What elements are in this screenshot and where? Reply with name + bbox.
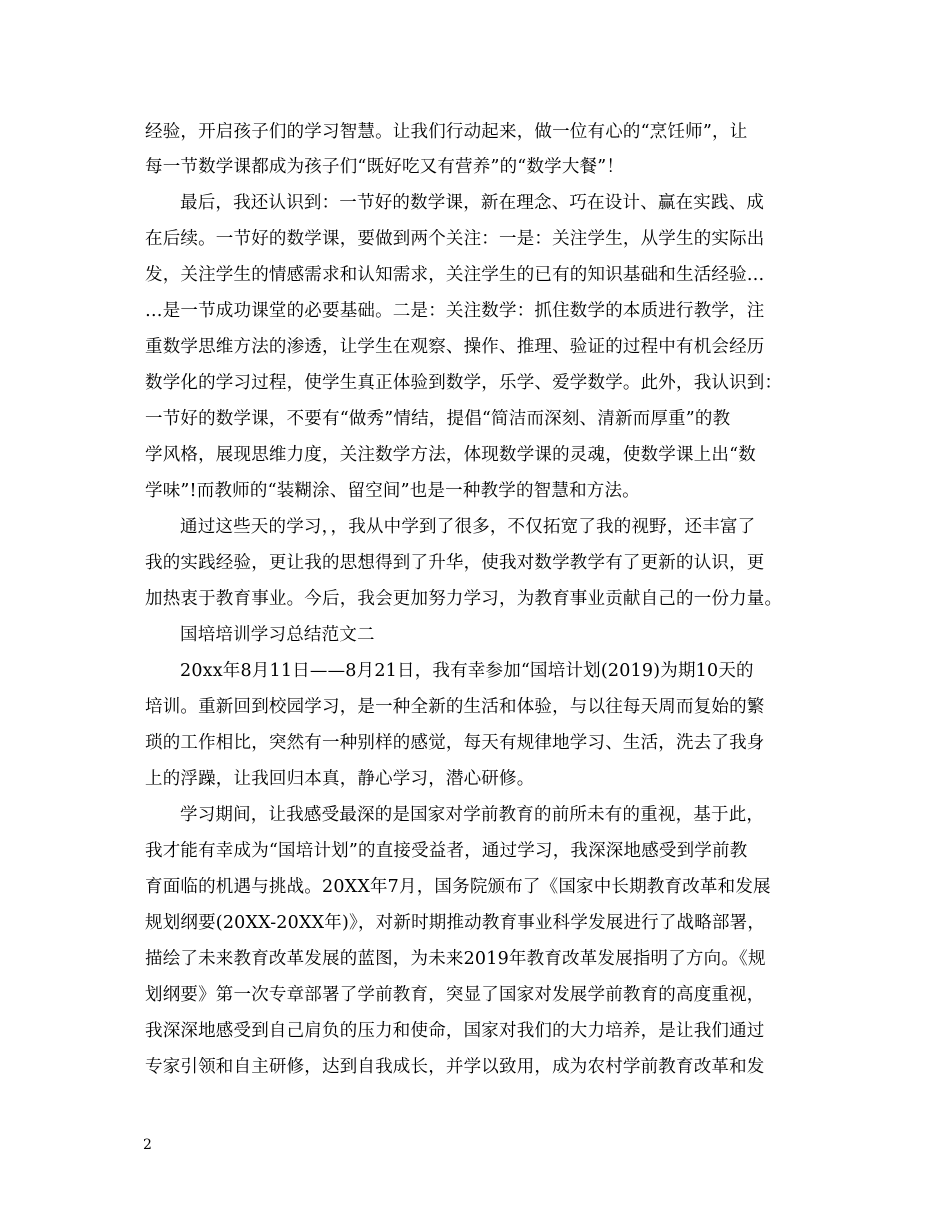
paragraph-start-line: 最后，我还认识到：一节好的数学课，新在理念、巧在设计、赢在实践、成 (180, 193, 765, 213)
text-line: 我的实践经验，更让我的思想得到了升华，使我对数学教学有了更新的认识，更 (145, 553, 765, 573)
text-line: 划纲要》第一次专章部署了学前教育，突显了国家对发展学前教育的高度重视， (145, 985, 765, 1005)
text-line: 在后续。一节好的数学课，要做到两个关注：一是：关注学生，从学生的实际出 (145, 229, 765, 249)
text-line: 数学化的学习过程，使学生真正体验到数学，乐学、爱学数学。此外，我认识到： (145, 373, 783, 393)
text-line: 学味”!而教师的“装糊涂、留空间”也是一种教学的智慧和方法。 (145, 481, 640, 501)
text-line: 上的浮躁，让我回归本真，静心学习，潜心研修。 (145, 769, 535, 789)
text-line: 描绘了未来教育改革发展的蓝图，为未来2019年教育改革发展指明了方向。《规 (145, 949, 766, 969)
paragraph-start-line: 20xx年8月11日——8月21日，我有幸参加“国培计划(2019)为期10天的 (180, 661, 754, 681)
text-line: 加热衷于教育事业。今后，我会更加努力学习，为教育事业贡献自己的一份力量。 (145, 589, 783, 609)
text-line: 育面临的机遇与挑战。20XX年7月，国务院颁布了《国家中长期教育改革和发展 (145, 877, 771, 897)
text-line: 重数学思维方法的渗透，让学生在观察、操作、推理、验证的过程中有机会经历 (145, 337, 765, 357)
text-line: 学风格，展现思维力度，关注数学方法，体现数学课的灵魂，使数学课上出“数 (145, 445, 756, 465)
text-line: 琐的工作相比，突然有一种别样的感觉，每天有规律地学习、生活，洗去了我身 (145, 733, 765, 753)
paragraph-start-line: 学习期间，让我感受最深的是国家对学前教育的前所未有的重视，基于此， (180, 805, 765, 825)
text-line: 我才能有幸成为“国培计划”的直接受益者，通过学习，我深深地感受到学前教 (145, 841, 748, 861)
text-line: 专家引领和自主研修，达到自我成长，并学以致用，成为农村学前教育改革和发 (145, 1057, 765, 1077)
text-line: 每一节数学课都成为孩子们“既好吃又有营养”的“数学大餐”！ (145, 157, 625, 177)
paragraph-start-line: 通过这些天的学习，，我从中学到了很多，不仅拓宽了我的视野，还丰富了 (180, 517, 756, 537)
text-line: 培训。重新回到校园学习，是一种全新的生活和体验，与以往每天周而复始的繁 (145, 697, 765, 717)
text-line: 我深深地感受到自己肩负的压力和使命，国家对我们的大力培养，是让我们通过 (145, 1021, 765, 1041)
text-line: 一节好的数学课，不要有“做秀”情结，提倡“简洁而深刻、清新而厚重”的教 (145, 409, 731, 429)
text-line: 规划纲要(20XX-20XX年)》，对新时期推动教育事业科学发展进行了战略部署， (145, 913, 766, 933)
text-line: 经验，开启孩子们的学习智慧。让我们行动起来，做一位有心的“烹饪师”，让 (145, 122, 748, 142)
text-line: 发，关注学生的情感需求和认知需求，关注学生的已有的知识基础和生活经验… (145, 265, 765, 285)
page-number: 2 (143, 1137, 152, 1153)
section-heading: 国培培训学习总结范文二 (180, 625, 375, 645)
text-line: …是一节成功课堂的必要基础。二是：关注数学：抓住数学的本质进行教学，注 (145, 301, 765, 321)
